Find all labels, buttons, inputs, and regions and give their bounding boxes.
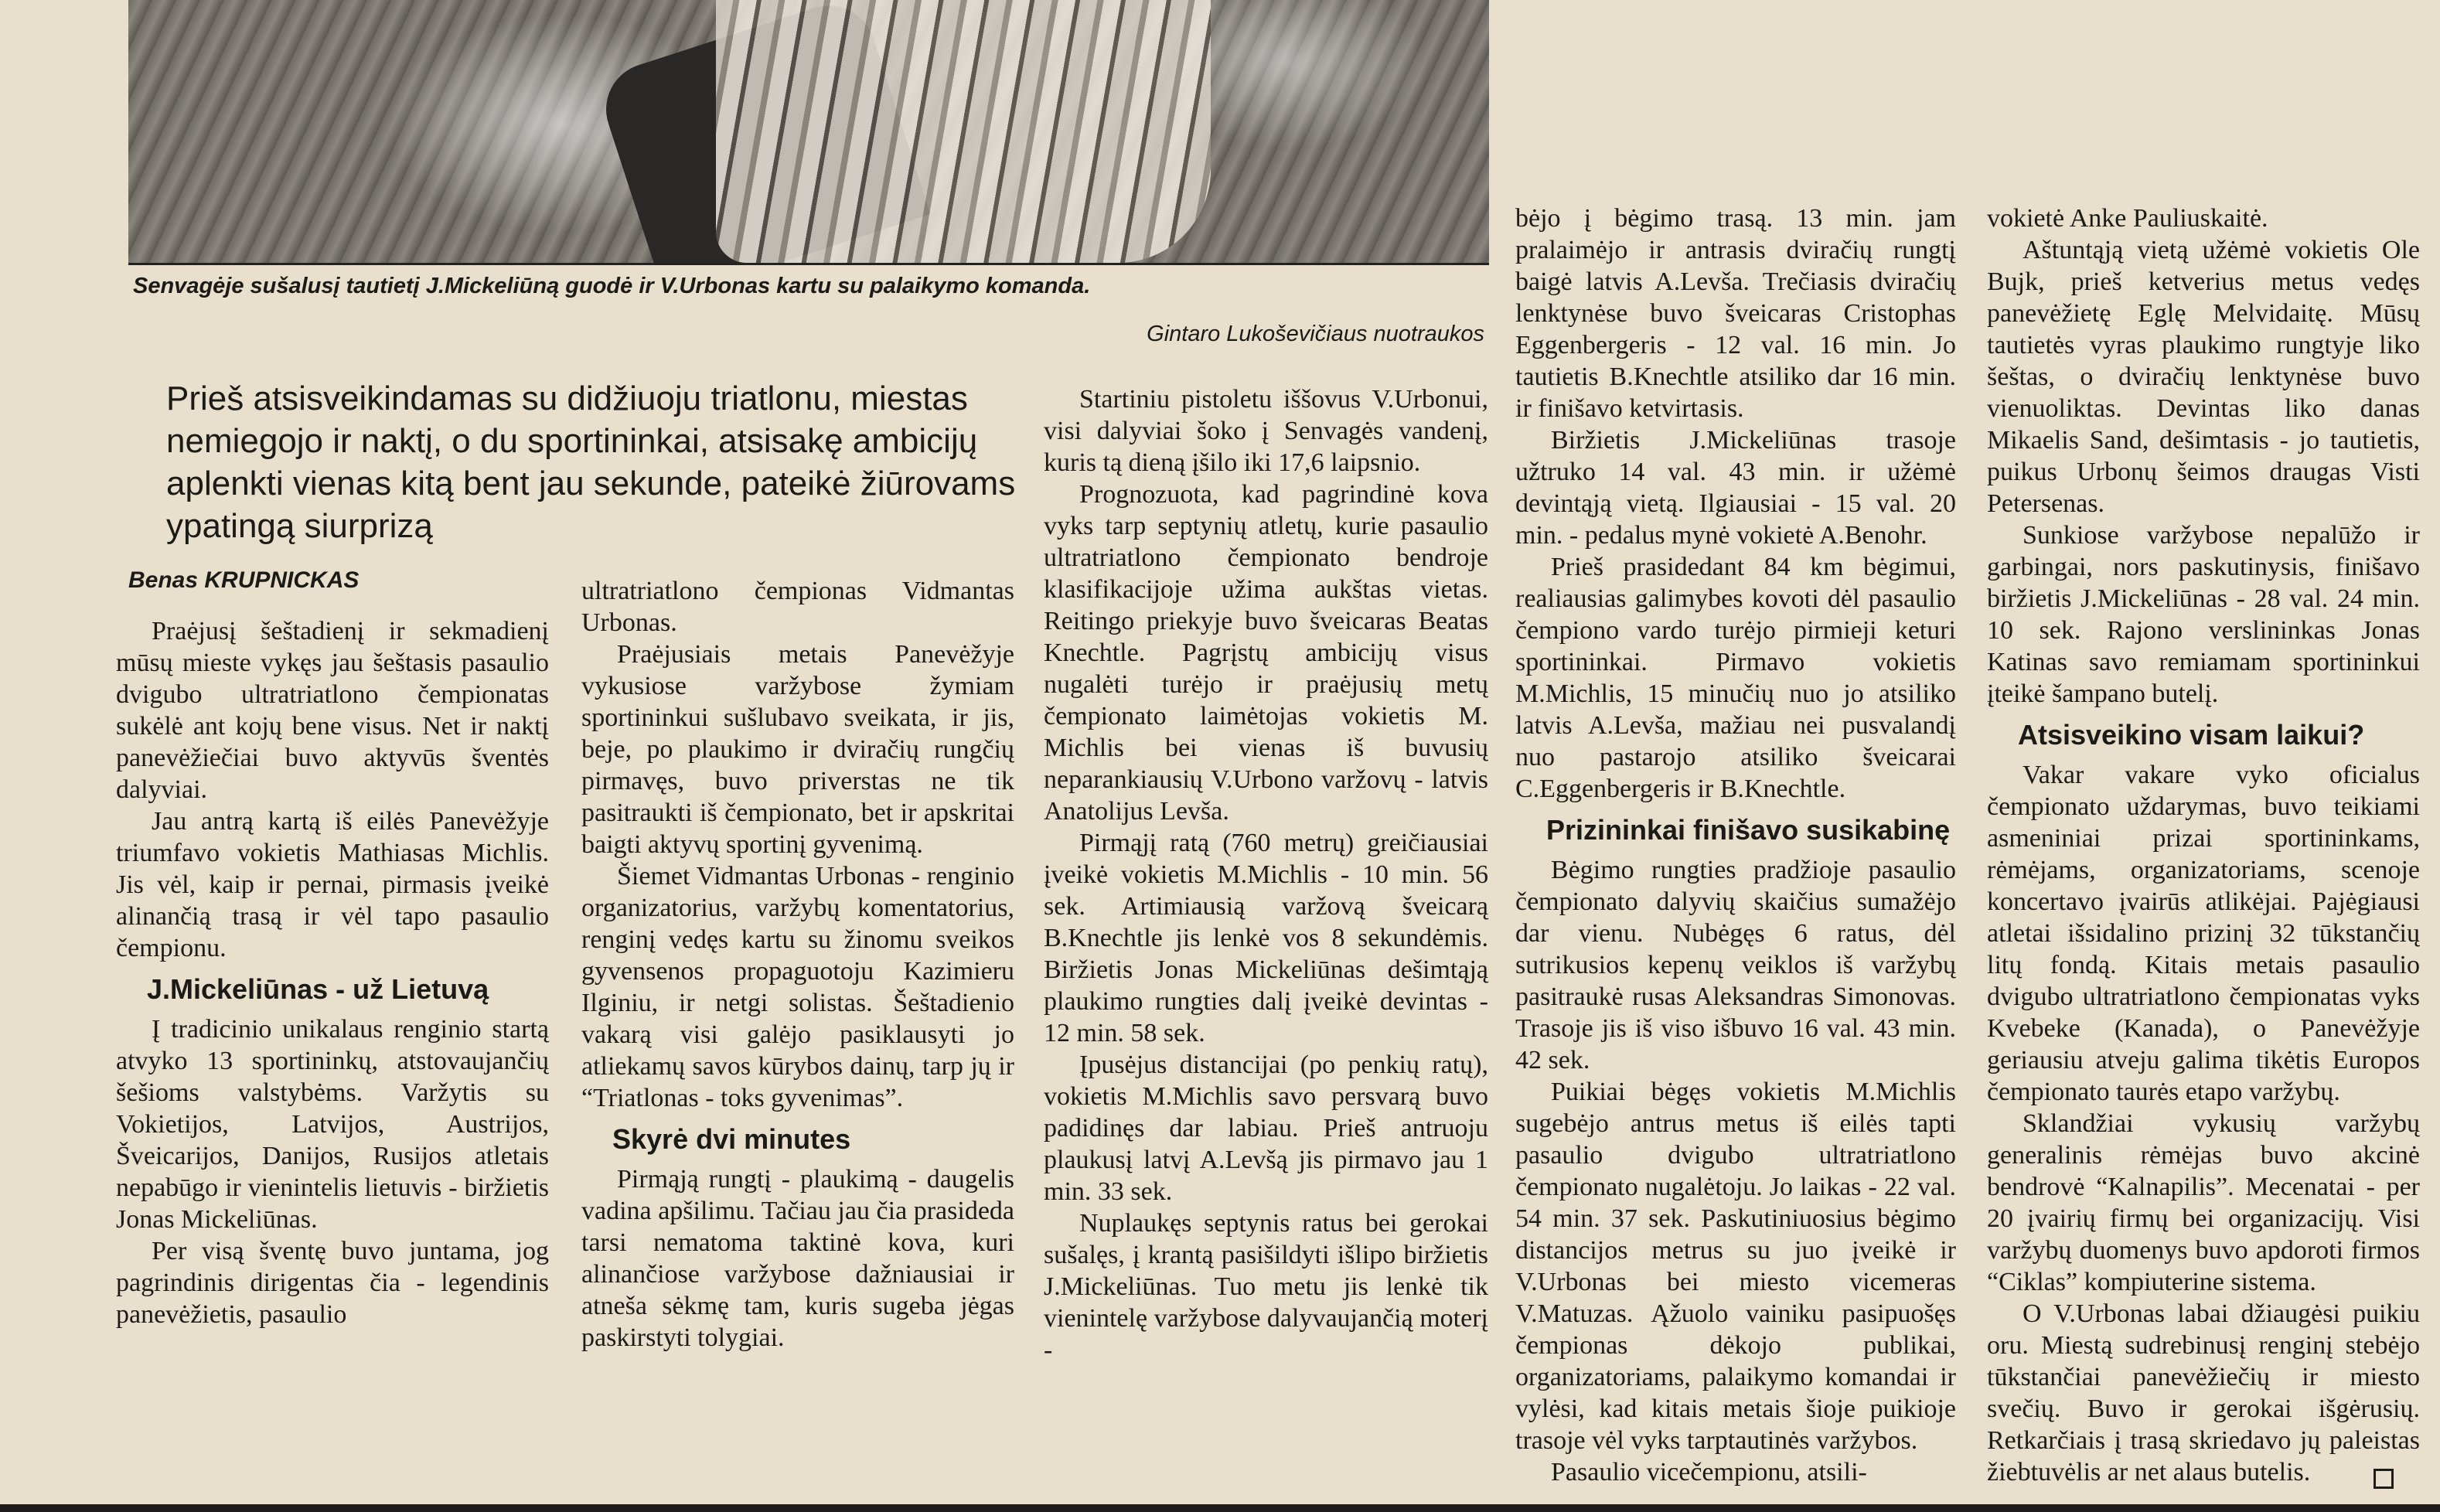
article-photo [128, 0, 1489, 265]
paragraph: Į tradicinio unikalaus renginio startą atvyko 13 sportininkų, atstovaujančių šešioms valstybėms. Varžytis su Vokietijos, Latvijos, Austrijos, Šveicarijos, Danijos, Rusijos atletais nepabūgo ir vienintelis lietuvis - biržietis Jonas Mickeliūnas. [116, 1015, 549, 1234]
column-4 [1515, 203, 1956, 1488]
subheading: Atsisveikino visam laikui? [2018, 719, 2365, 751]
photo-credit: Gintaro Lukoševičiaus nuotraukos [1147, 322, 1484, 346]
paragraph: Įpusėjus distancijai (po penkių ratų), vokietis M.Michlis savo persvarą buvo padidinęs dar labiau. Prieš antruoju plaukusį latvį A.Levšą jis pirmavo jau 1 min. 33 sek. [1044, 1051, 1488, 1206]
column-5 [1987, 203, 2420, 1488]
bottom-rule [0, 1504, 2440, 1512]
column-3 [1044, 383, 1488, 1366]
paragraph: Per visą šventę buvo juntama, jog pagrindinis dirigentas čia - legendinis panevėžietis, pasaulio [116, 1237, 549, 1329]
paragraph: Biržietis J.Mickeliūnas trasoje užtruko 14 val. 43 min. ir užėmė devintąją vietą. Ilgiausiai - 15 val. 20 min. - pedalus mynė vokietė A.Benohr. [1515, 426, 1956, 550]
paragraph: Puikiai bėgęs vokietis M.Michlis sugebėjo antrus metus iš eilės tapti pasaulio dvigubo ultratriatlono čempionato nugalėtoju. Jo laikas - 22 val. 54 min. 37 sek. Paskutiniuosius bėgimo distancijos metrus su juo įveikė ir V.Urbonas bei miesto vicemeras V.Matuzas. Ąžuolo vainiku pasipuošęs čempionas dėkojo publikai, organizatoriams, palaikymo komandai ir vylėsi, kad kitais metais šioje puikioje trasoje vėl vyks tarptautinės varžybos. [1515, 1078, 1956, 1455]
lead-paragraph: Prieš atsisveikindamas su didžiuoju triatlonu, miestas nemiegojo ir naktį, o du sportininkai, atsisakę ambicijų aplenkti vienas kitą bent jau sekunde, pateikė žiūrovams ypatingą siurprizą [166, 380, 1016, 545]
photo-towel-figure [716, 0, 1211, 263]
paragraph: Pirmąjį ratą (760 metrų) greičiausiai įveikė vokietis M.Michlis - 10 min. 56 sek. Artimiausią varžovą šveicarą B.Knechtle jis lenkė vos 8 sekundėmis. Biržietis Jonas Mickeliūnas dešimtąją plaukimo rungties dalį įveikė devintas - 12 min. 58 sek. [1044, 829, 1488, 1047]
paragraph: O V.Urbonas labai džiaugėsi puikiu oru. Miestą sudrebinusį renginį stebėjo tūkstančiai panevėžiečių ir miesto svečių. Buvo ir gerokai išgėrusių. Retkarčiais į trasą skriedavo jų paleistas žiebtuvėlis ar net alaus butelis. [1987, 1299, 2420, 1486]
paragraph: Pasaulio vicečempionu, atsili- [1551, 1458, 1867, 1486]
paragraph: Praėjusiais metais Panevėžyje vykusiose varžybose žymiam sportininkui sušlubavo sveikata, ir jis, beje, po plaukimo ir dviračių rungčių pirmavęs, buvo priverstas ne tik pasitraukti iš čempionato, bet ir apskritai baigti aktyvų sportinį gyvenimą. [581, 640, 1014, 859]
end-of-article-mark [2374, 1469, 2394, 1489]
paragraph: Bėgimo rungties pradžioje pasaulio čempionato dalyvių skaičius sumažėjo dar vienu. Nubėgęs 6 ratus, dėl sutrikusios kepenų veiklos iš varžybų pasitraukė rusas Aleksandras Simonovas. Trasoje jis iš viso išbuvo 16 val. 43 min. 42 sek. [1515, 856, 1956, 1074]
paragraph: ultratriatlono čempionas Vidmantas Urbonas. [581, 577, 1014, 637]
paragraph: Sklandžiai vykusių varžybų generalinis rėmėjas buvo akcinė bendrovė “Kalnapilis”. Mecenatai - per 20 įvairių firmų bei organizacijų. Visi varžybų duomenys buvo apdoroti firmos “Ciklas” kompiuterine sistema. [1987, 1109, 2420, 1296]
paragraph: Nuplaukęs septynis ratus bei gerokai sušalęs, į krantą pasišildyti išlipo biržietis J.Mickeliūnas. Tuo metu jis lenkė tik vienintelę varžybose dalyvaujančią moterį - [1044, 1209, 1488, 1364]
subheading: Skyrė dvi minutes [612, 1123, 851, 1155]
paragraph: Sunkiose varžybose nepalūžo ir garbingai, nors paskutinysis, finišavo biržietis J.Mickeliūnas - 28 val. 24 min. 10 sek. Rajono verslininkas Jonas Katinas savo remiamam sportininkui įteikė šampano butelį. [1987, 521, 2420, 708]
paragraph: Praėjusį šeštadienį ir sekmadienį mūsų mieste vykęs jau šeštasis pasaulio dvigubo ultratriatlono čempionatas sukėlė ant kojų bene visus. Net ir naktį panevėžiečiai buvo aktyvūs šventės dalyviai. [116, 617, 549, 804]
paragraph: Vakar vakare vyko oficialus čempionato uždarymas, buvo teikiami asmeniniai prizai sportininkams, rėmėjams, organizatoriams, scenoje koncertavo įvairūs atlikėjai. Pajėgiausi atletai išsidalino prizinį 32 tūkstančių litų fondą. Kitais metais pasaulio dvigubo ultratriatlono čempionatas vyks Kvebeke (Kanada), o Panevėžyje geriausiu atveju galima tikėtis Europos čempionato taurės etapo varžybų. [1987, 761, 2420, 1106]
paragraph: Prognozuota, kad pagrindinė kova vyks tarp septynių atletų, kurie pasaulio ultratriatlono čempionato bendroje klasifikacijoje užima aukštas vietas. Reitingo priekyje buvo šveicaras Beatas Knechtle. Pagrįstų ambicijų visus nugalėti turėjo ir praėjusių metų čempionato laimėtojas vokietis M. Michlis bei vienas iš buvusių neparankiausių V.Urbono varžovų - latvis Anatolijus Levša. [1044, 480, 1488, 826]
paragraph: Aštuntąją vietą užėmė vokietis Ole Bujk, prieš ketverius metus vedęs panevėžietę Eglę Melvidaitę. Mūsų tautietės vyras plaukimo rungtyje liko šeštas, o dviračių lenktynėse buvo vienuoliktas. Devintas liko danas Mikaelis Sand, dešimtasis - jo tautietis, puikus Urbonų šeimos draugas Visti Petersenas. [1987, 236, 2420, 518]
paragraph: Jau antrą kartą iš eilės Panevėžyje triumfavo vokietis Mathiasas Michlis. Jis vėl, kaip ir pernai, pirmasis įveikė alinančią trasą ir vėl tapo pasaulio čempionu. [116, 807, 549, 962]
paragraph: Prieš prasidedant 84 km bėgimui, realiausias galimybes kovoti dėl pasaulio čempiono vardo turėjo pirmieji keturi sportininkai. Pirmavo vokietis M.Michlis, 15 minučių nuo jo atsiliko latvis A.Levša, mažiau nei pusvalandį nuo pastarojo atsiliko šveicarai C.Eggenbergeris ir B.Knechtle. [1515, 553, 1956, 803]
byline: Benas KRUPNICKAS [128, 567, 360, 593]
column-2 [581, 575, 1014, 1354]
subheading: J.Mickeliūnas - už Lietuvą [147, 973, 489, 1005]
paragraph: Šiemet Vidmantas Urbonas - renginio organizatorius, varžybų komentatorius, renginį vedęs kartu su žinomu sveikos gyvensenos propaguotoju Kazimieru Ilginiu, ir netgi solistas. Šeštadienio vakarą visi galėjo pasiklausyti jo atliekamų savos kūrybos dainų, tarp jų ir “Triatlonas - toks gyvenimas”. [581, 862, 1014, 1112]
paragraph: bėjo į bėgimo trasą. 13 min. jam pralaimėjo ir antrasis dviračių rungtį baigė latvis A.Levša. Trečiasis dviračių lenktynėse buvo šveicaras Cristophas Eggenbergeris - 12 val. 16 min. Jo tautietis B.Knechtle atsiliko dar 16 min. ir finišavo ketvirtasis. [1515, 204, 1956, 423]
paragraph: Pirmąją rungtį - plaukimą - daugelis vadina apšilimu. Tačiau jau čia prasideda tarsi nematoma taktinė kova, kuri alinančiose varžybose dažniausiai ir atneša sėkmę tam, kuris sugeba jėgas paskirstyti tolygiai. [581, 1165, 1014, 1352]
column-1 [116, 615, 549, 1330]
paragraph: vokietė Anke Pauliuskaitė. [1987, 204, 2268, 233]
paragraph: Startiniu pistoletu iššovus V.Urbonui, visi dalyviai šoko į Senvagės vandenį, kuris tą dieną įšilo iki 17,6 laipsnio. [1044, 385, 1488, 477]
subheading: Prizininkai finišavo susikabinę [1546, 814, 1951, 846]
photo-caption: Senvagėje sušalusį tautietį J.Mickeliūną guodė ir V.Urbonas kartu su palaikymo komanda. [133, 274, 1091, 298]
